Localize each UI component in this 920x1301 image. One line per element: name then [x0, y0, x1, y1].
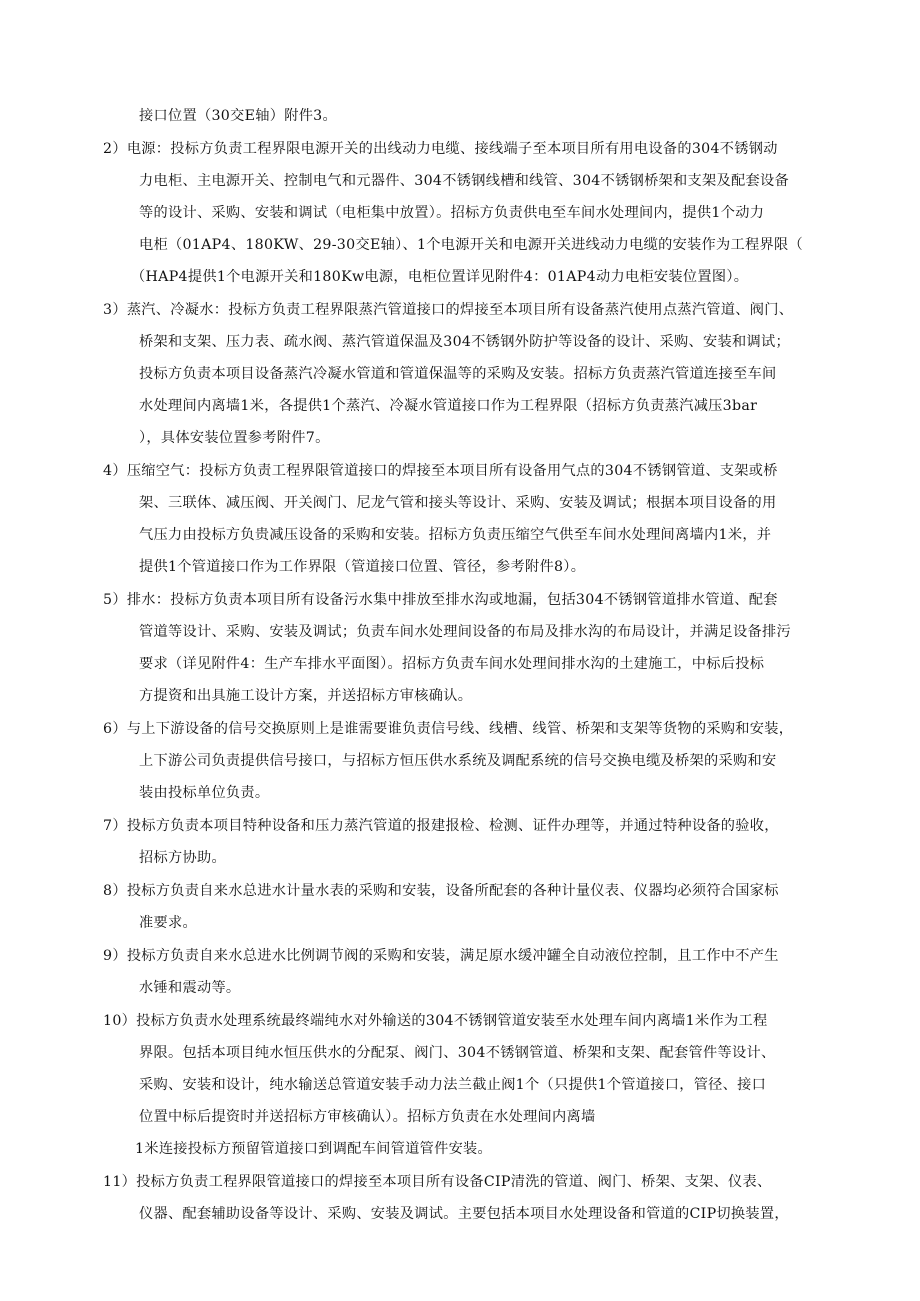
- text-line: 3）蒸汽、冷凝水：投标方负责工程界限蒸汽管道接口的焊接至本项目所有设备蒸汽使用点蒸汽管道、阀门、: [103, 302, 794, 318]
- text-line: ），具体安装位置参考附件7。: [139, 430, 330, 446]
- text-line: 采购、安装和设计，纯水输送总管道安装手动力法兰截止阀1个（只提供1个管道接口，管径、接口: [139, 1077, 767, 1093]
- text-line: 等的设计、采购、安装和调试（电柜集中放置）。招标方负责供电至车间水处理间内，提供1个动力: [139, 205, 765, 221]
- text-line: 力电柜、主电源开关、控制电气和元器件、304不锈钢线槽和线管、304不锈钢桥架和支架及配套设备: [139, 173, 789, 189]
- text-line: 11）投标方负责工程界限管道接口的焊接至本项目所有设备CIP清洗的管道、阀门、桥架、支架、仪表、: [103, 1174, 772, 1190]
- text-line: （HAP4提供1个电源开关和180Kw电源，电柜位置详见附件4：01AP4动力电柜安装位置图）。: [131, 269, 749, 285]
- text-line: 6）与上下游设备的信号交换原则上是谁需要谁负责信号线、线槽、线管、桥架和支架等货物的采购和安装，: [103, 721, 794, 737]
- text-line: 接口位置（30交E轴）附件3。: [139, 108, 337, 124]
- text-line: 管道等设计、采购、安装及调试；负责车间水处理间设备的布局及排水沟的布局设计，并满足设备排污: [139, 624, 791, 640]
- text-line: 招标方协助。: [139, 850, 226, 866]
- text-line: 方提资和出具施工设计方案，并送招标方审核确认。: [139, 688, 473, 704]
- text-line: 9）投标方负责自来水总进水比例调节阀的采购和安装，满足原水缓冲罐全自动液位控制，且工作中不产生: [103, 948, 779, 964]
- text-line: 1米连接投标方预留管道接口到调配车间管道管件安装。: [135, 1141, 493, 1157]
- text-line: 2）电源：投标方负责工程界限电源开关的出线动力电缆、接线端子至本项目所有用电设备的304不锈钢动: [103, 141, 778, 157]
- text-line: 水处理间内离墙1米，各提供1个蒸汽、冷凝水管道接口作为工程界限（招标方负责蒸汽减压3bar: [139, 398, 758, 414]
- text-line: 提供1个管道接口作为工作界限（管道接口位置、管径，参考附件8）。: [139, 559, 586, 575]
- text-line: 5）排水：投标方负责本项目所有设备污水集中排放至排水沟或地漏，包括304不锈钢管道排水管道、配套: [103, 592, 778, 608]
- text-line: 位置中标后提资时并送招标方审核确认）。招标方负责在水处理间内离墙: [139, 1109, 596, 1125]
- text-line: 装由投标单位负责。: [139, 785, 270, 801]
- text-line: 界限。包括本项目纯水恒压供水的分配泵、阀门、304不锈钢管道、桥架和支架、配套管件等设计、: [139, 1045, 776, 1061]
- text-line: 水锤和震动等。: [139, 980, 241, 996]
- text-line: 架、三联体、减压阀、开关阀门、尼龙气管和接头等设计、采购、安装及调试；根据本项目设备的用: [139, 495, 777, 511]
- text-line: 7）投标方负责本项目特种设备和压力蒸汽管道的报建报检、检测、证件办理等，并通过特种设备的验收，: [103, 818, 779, 834]
- text-line: 10）投标方负责水处理系统最终端纯水对外输送的304不锈钢管道安装至水处理车间内离墙1米作为工程: [103, 1013, 768, 1029]
- text-line: 上下游公司负责提供信号接口，与招标方恒压供水系统及调配系统的信号交换电缆及桥架的采购和安: [139, 753, 777, 769]
- text-line: 投标方负责本项目设备蒸汽冷凝水管道和管道保温等的采购及安装。招标方负责蒸汽管道连接至车间: [139, 366, 777, 382]
- text-line: 准要求。: [139, 915, 197, 931]
- text-line: 电柜（01AP4、180KW、29-30交E轴）、1个电源开关和电源开关进线动力电缆的安装作为工程界限（: [139, 237, 803, 253]
- text-line: 8）投标方负责自来水总进水计量水表的采购和安装，设备所配套的各种计量仪表、仪器均必须符合国家标: [103, 883, 779, 899]
- text-line: 桥架和支架、压力表、疏水阀、蒸汽管道保温及304不锈钢外防护等设备的设计、采购、安装和调试；: [139, 334, 790, 350]
- text-line: 气压力由投标方负贵减压设备的采购和安装。招标方负责压缩空气供至车间水处理间离墙内1米，并: [139, 527, 772, 543]
- text-line: 要求（详见附件4：生产车排水平面图）。招标方负责车间水处理间排水沟的土建施工，中标后投标: [139, 656, 765, 672]
- text-line: 仪器、配套辅助设备等设计、采购、安装及调试。主要包括本项目水处理设备和管道的CIP切换装置，: [139, 1206, 789, 1222]
- text-line: 4）压缩空气：投标方负责工程界限管道接口的焊接至本项目所有设备用气点的304不锈钢管道、支架或桥: [103, 463, 778, 479]
